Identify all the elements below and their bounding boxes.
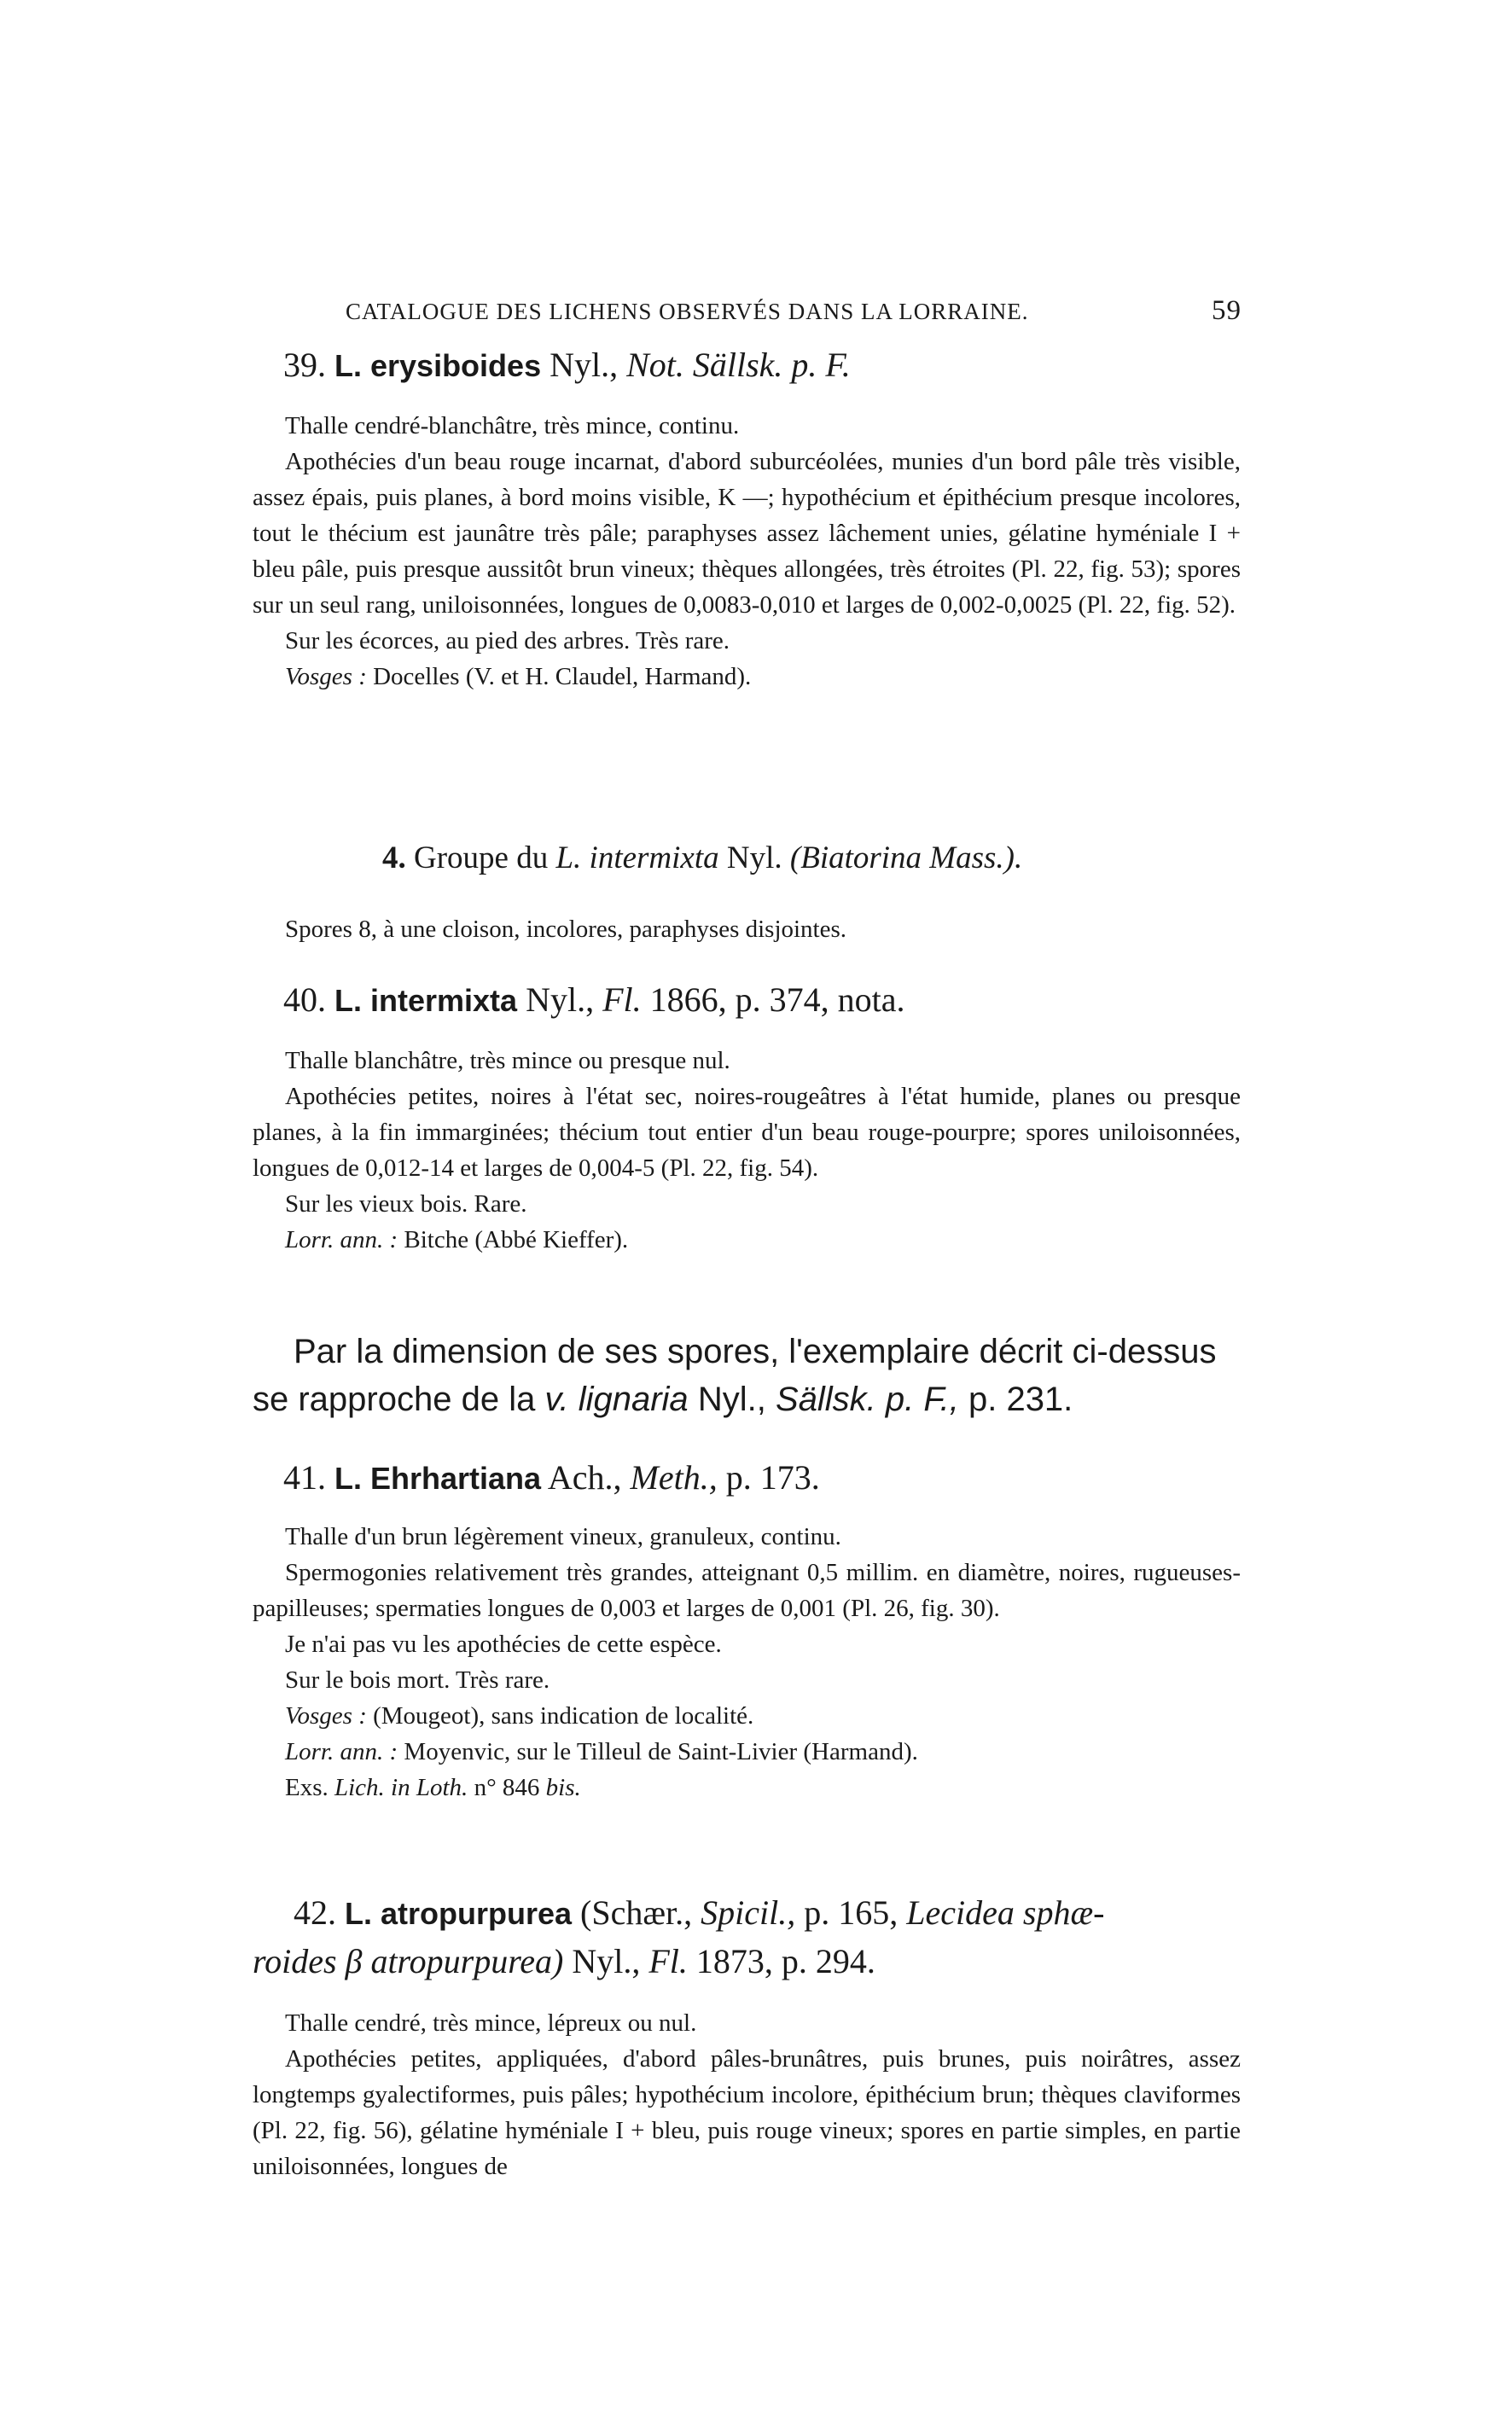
entry-41-heading: [283, 1457, 820, 1499]
description-paragraph: Apothécies d'un beau rouge incarnat, d'abord suburcéolées, munies d'un bord pâle très visible, assez épais, puis planes, à bord moins visible, K —; hypothécium et épithécium presque incolores, tout le thécium est jaunâtre très pâle; paraphyses assez lâchement unies, gélatine hyméniale I + bleu pâle, puis presque aussitôt brun vineux; thèques allongées, très étroites (Pl. 22, fig. 53); spores sur un seul rang, uniloisonnées, longues de 0,0083-0,010 et larges de 0,002-0,0025 (Pl. 22, fig. 52).: [253, 448, 1241, 619]
entry-number: 42.: [294, 1893, 336, 1932]
description-paragraph: Apothécies petites, noires à l'état sec, noires-rougeâtres à l'état humide, planes ou presque planes, à la fin immarginées; thécium tout entier d'un beau rouge-pourpre; spores uniloisonnées, longues de 0,012-14 et larges de 0,004-5 (Pl. 22, fig. 54).: [253, 1083, 1241, 1182]
locality-label: Vosges :: [285, 663, 367, 690]
synonym: Lecidea sphæ-: [906, 1893, 1105, 1932]
locality-line: [253, 1222, 1241, 1258]
heading-line-2: [253, 1938, 1242, 1986]
reference: Sällsk. p. F.,: [775, 1381, 959, 1418]
locality-text: (Mougeot), sans indication de localité.: [373, 1702, 754, 1730]
reference-detail: p. 165,: [804, 1893, 898, 1932]
entry-39-heading: [283, 345, 851, 387]
entry-42-heading: [253, 1889, 1242, 1986]
running-title: CATALOGUE DES LICHENS OBSERVÉS DANS LA LORRAINE.: [346, 299, 1029, 324]
heading-line-1: [253, 1889, 1242, 1938]
author: (Schær.,: [580, 1893, 693, 1932]
locality-text: Bitche (Abbé Kieffer).: [404, 1226, 629, 1253]
exsiccata-number: n° 846: [474, 1774, 540, 1801]
remark-line: Je n'ai pas vu les apothécies de cette espèce.: [285, 1631, 722, 1658]
description-line: Thalle blanchâtre, très mince ou presque nul.: [285, 1047, 730, 1074]
reference-detail: p. 173.: [725, 1458, 820, 1497]
entry-number: 40.: [283, 980, 326, 1019]
running-header: [346, 295, 1242, 327]
author: Nyl.,: [550, 346, 619, 384]
species-name: L. intermixta: [334, 983, 518, 1018]
locality-label: Lorr. ann. :: [285, 1226, 398, 1253]
habitat-line: Sur le bois mort. Très rare.: [285, 1666, 550, 1694]
locality-text: Moyenvic, sur le Tilleul de Saint-Livier (Harmand).: [404, 1738, 918, 1765]
reference-detail: 1873, p. 294.: [695, 1942, 875, 1980]
author: Nyl.,: [526, 980, 595, 1019]
reference-detail: 1866, p. 374, nota.: [649, 980, 905, 1019]
reference: Meth.,: [630, 1458, 718, 1497]
description-line: Thalle cendré-blanchâtre, très mince, continu.: [285, 412, 740, 439]
author: Nyl.,: [572, 1942, 641, 1980]
exsiccata-suffix: bis.: [545, 1774, 581, 1801]
synonym: (Biatorina Mass.).: [789, 840, 1023, 875]
entry-39-body: [253, 408, 1241, 695]
exsiccata-title: Lich. in Loth.: [334, 1774, 468, 1801]
entry-41-body: [253, 1519, 1241, 1806]
description-paragraph: Spermogonies relativement très grandes, atteignant 0,5 millim. en diamètre, noires, rugueuses-papilleuses; spermaties longues de 0,003 et larges de 0,001 (Pl. 26, fig. 30).: [253, 1559, 1241, 1622]
reference: Not. Sällsk. p. F.: [626, 346, 851, 384]
group-taxon: L. intermixta: [555, 840, 719, 875]
annotation-note: [253, 1328, 1242, 1423]
variety-name: v. lignaria: [544, 1381, 689, 1418]
note-line-2: [253, 1375, 1242, 1423]
locality-label: Lorr. ann. :: [285, 1738, 398, 1765]
group-number: 4.: [382, 840, 406, 875]
locality-line: [253, 1698, 1241, 1734]
page-number: 59: [1212, 295, 1242, 326]
exsiccata-line: [253, 1770, 1241, 1806]
locality-line: [253, 1734, 1241, 1770]
group-4-body: [253, 911, 1241, 947]
species-name: L. Ehrhartiana: [334, 1461, 542, 1496]
description-line: Thalle cendré, très mince, lépreux ou nul.: [285, 2009, 697, 2037]
entry-42-body: [253, 2005, 1241, 2184]
description-line: Thalle d'un brun légèrement vineux, granuleux, continu.: [285, 1523, 841, 1550]
description-paragraph: Apothécies petites, appliquées, d'abord pâles-brunâtres, puis brunes, puis noirâtres, assez longtemps gyalectiformes, puis pâles; hypothécium incolore, épithécium brun; thèques claviformes (Pl. 22, fig. 56), gélatine hyméniale I + bleu, puis rouge vineux; spores en partie simples, en partie uniloisonnées, longues de: [253, 2045, 1241, 2180]
author: Nyl.,: [697, 1381, 766, 1418]
species-name: L. erysiboides: [334, 348, 542, 383]
author: Ach.,: [547, 1458, 622, 1497]
reference: Fl.: [648, 1942, 688, 1980]
entry-40-heading: [283, 980, 904, 1021]
note-text: se rapproche de la: [253, 1381, 536, 1418]
entry-number: 41.: [283, 1458, 326, 1497]
group-title-text: Groupe du: [414, 840, 549, 875]
species-name: L. atropurpurea: [345, 1896, 573, 1931]
reference: Fl.: [602, 980, 642, 1019]
reference: Spicil.,: [701, 1893, 796, 1932]
group-4-title: [382, 840, 1022, 877]
habitat-line: Sur les écorces, au pied des arbres. Très rare.: [285, 627, 730, 654]
entry-number: 39.: [283, 346, 326, 384]
habitat-line: Sur les vieux bois. Rare.: [285, 1190, 527, 1218]
group-description: Spores 8, à une cloison, incolores, paraphyses disjointes.: [285, 916, 847, 943]
locality-text: Docelles (V. et H. Claudel, Harmand).: [373, 663, 752, 690]
exsiccata-label: Exs.: [285, 1774, 329, 1801]
reference-detail: p. 231.: [968, 1381, 1073, 1418]
locality-label: Vosges :: [285, 1702, 367, 1730]
synonym-continued: roides β atropurpurea): [253, 1942, 564, 1980]
note-line-1: Par la dimension de ses spores, l'exemplaire décrit ci-dessus: [294, 1333, 1217, 1370]
author: Nyl.: [726, 840, 782, 875]
entry-40-body: [253, 1043, 1241, 1258]
locality-line: [253, 659, 1241, 695]
